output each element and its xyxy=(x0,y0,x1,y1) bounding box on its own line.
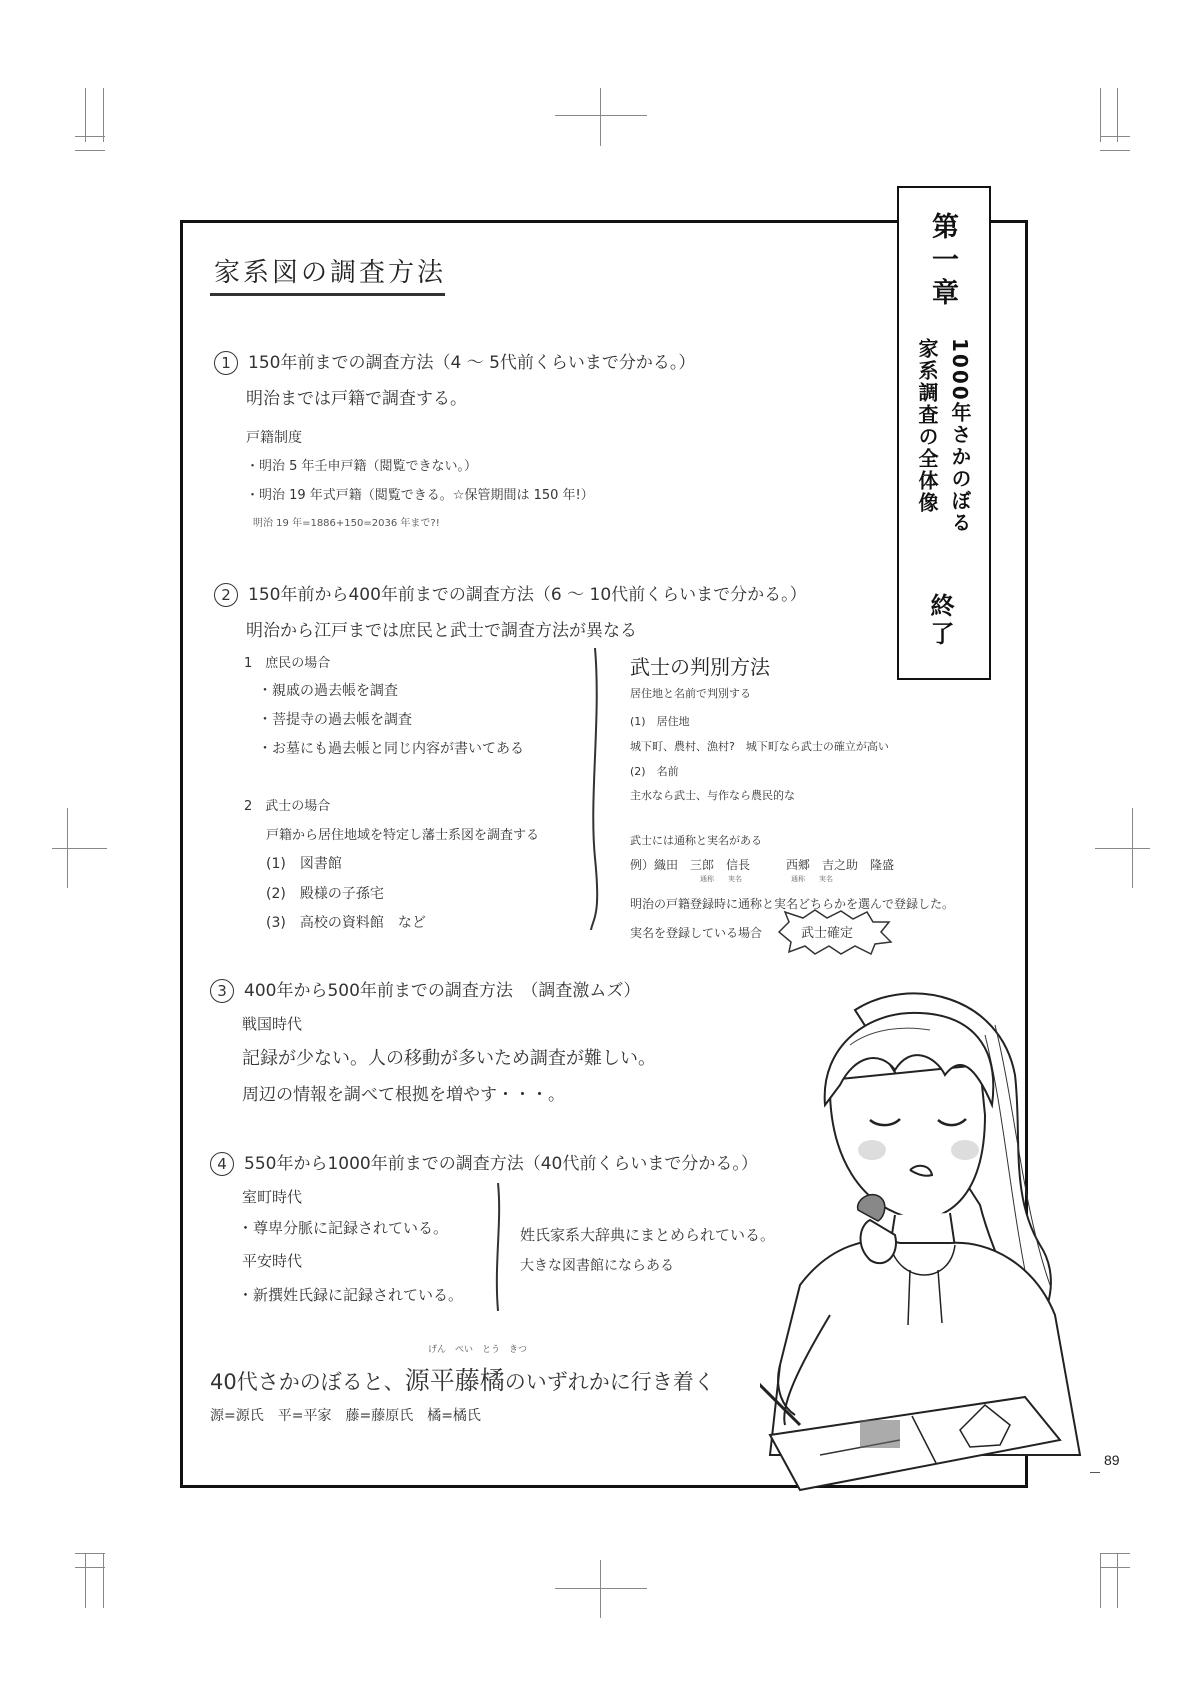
conclusion-line: 実名を登録している場合 xyxy=(630,926,763,940)
page-number-rule xyxy=(1090,1472,1100,1473)
samurai-heading: 2 武士の場合 xyxy=(244,799,331,814)
section-4-left-line: 平安時代 xyxy=(242,1252,303,1270)
section-3-line: 周辺の情報を調べて根拠を増やす・・・。 xyxy=(242,1085,565,1105)
samurai-identify-heading: 武士の判別方法 xyxy=(630,655,770,679)
conclusion-emphasis: 源平藤橘 xyxy=(404,1366,505,1395)
commoner-item: ・お墓にも過去帳と同じ内容が書いてある xyxy=(258,741,524,757)
section-4-left-line: 室町時代 xyxy=(242,1188,303,1206)
samurai-lead: 戸籍から居住地域を特定し藩士系図を調査する xyxy=(266,828,540,843)
identify-line: 主水なら武士、与作なら農民的な xyxy=(630,789,795,802)
title-underline xyxy=(210,293,445,296)
chapter-tab xyxy=(897,186,991,680)
koseki-heading: 戸籍制度 xyxy=(246,430,302,446)
identify-line: 居住地と名前で判別する xyxy=(630,687,751,700)
samurai-item: (1) 図書館 xyxy=(266,856,342,872)
conclusion-start: 40代さかのぼると、 xyxy=(210,1370,405,1394)
section-3-title: 3 400年から500年前までの調査方法 （調査激ムズ） xyxy=(210,976,640,1003)
section-4-right-line: 大きな図書館にならある xyxy=(520,1258,674,1274)
section-2-lead: 明治から江戸までは庶民と武士で調査方法が異なる xyxy=(246,621,637,641)
section-4-left-line: ・尊卑分脈に記録されている。 xyxy=(238,1219,449,1237)
conclusion-end: のいずれかに行き着く xyxy=(504,1370,715,1394)
chapter-end-label: 終了 xyxy=(926,593,954,649)
koseki-note: 明治 19 年=1886+150=2036 年まで?! xyxy=(253,518,440,529)
section-2-title: 2 150年前から400年前までの調査方法（6 ～ 10代前くらいまで分かる。） xyxy=(214,580,807,607)
section-3-number: 3 xyxy=(210,979,234,1003)
chapter-subtitle-line2: 家系調査の全体像 xyxy=(915,338,939,514)
section-2-number: 2 xyxy=(214,583,238,607)
section-1-lead: 明治までは戸籍で調査する。 xyxy=(246,389,467,409)
clan-legend: 源=源氏 平=平家 藤=藤原氏 橘=橘氏 xyxy=(210,1408,481,1424)
page-number: 89 xyxy=(1104,1452,1120,1468)
commoner-heading: 1 庶民の場合 xyxy=(244,656,331,671)
samurai-item: (2) 殿様の子孫宅 xyxy=(266,886,384,902)
samurai-confirmed-badge: 武士確定 xyxy=(801,926,854,941)
identify-line: (1) 居住地 xyxy=(630,715,690,728)
section-3-line: 記録が少ない。人の移動が多いため調査が難しい。 xyxy=(242,1048,656,1069)
koseki-item: ・明治 19 年式戸籍（閲覧できる。☆保管期間は 150 年!） xyxy=(246,488,594,503)
section-4-number: 4 xyxy=(210,1152,234,1176)
conclusion-statement xyxy=(210,1361,715,1397)
identify-line: (2) 名前 xyxy=(630,765,679,778)
name-note: 武士には通称と実名がある xyxy=(630,834,762,847)
meiji-registration-line: 明治の戸籍登録時に通称と実名どちらかを選んで登録した。 xyxy=(630,897,955,911)
commoner-item: ・親戚の過去帳を調査 xyxy=(258,683,398,699)
section-4-title: 4 550年から1000年前までの調査方法（40代前くらいまで分かる。） xyxy=(210,1149,758,1176)
koseki-item: ・明治 5 年壬申戸籍（閲覧できない。） xyxy=(246,459,478,474)
girl-illustration xyxy=(760,985,1090,1545)
genpei-ruby: げん ぺい とう きつ xyxy=(428,1345,528,1355)
name-example-sub: 通称 実名 通称 実名 xyxy=(700,875,833,883)
page-title: 家系図の調査方法 xyxy=(214,258,447,288)
section-4-left-line: ・新撰姓氏録に記録されている。 xyxy=(238,1286,464,1304)
name-example: 例）織田 三郎 信長 西郷 吉之助 隆盛 xyxy=(630,858,895,872)
chapter-subtitle-line1: 1000年さかのぼる xyxy=(948,338,972,534)
commoner-item: ・菩提寺の過去帳を調査 xyxy=(258,712,412,728)
section-2-divider xyxy=(585,648,605,930)
section-1-title: 1 150年前までの調査方法（4 ～ 5代前くらいまで分かる。） xyxy=(214,348,695,375)
samurai-item: (3) 高校の資料館 など xyxy=(266,915,426,931)
chapter-label: 第一章 xyxy=(927,212,958,311)
identify-line: 城下町、農村、漁村? 城下町なら武士の確立が高い xyxy=(630,740,889,753)
section-1-number: 1 xyxy=(214,351,238,375)
section-4-right-line: 姓氏家系大辞典にまとめられている。 xyxy=(520,1226,776,1244)
section-3-era: 戦国時代 xyxy=(242,1015,303,1033)
section-4-divider xyxy=(490,1183,506,1311)
